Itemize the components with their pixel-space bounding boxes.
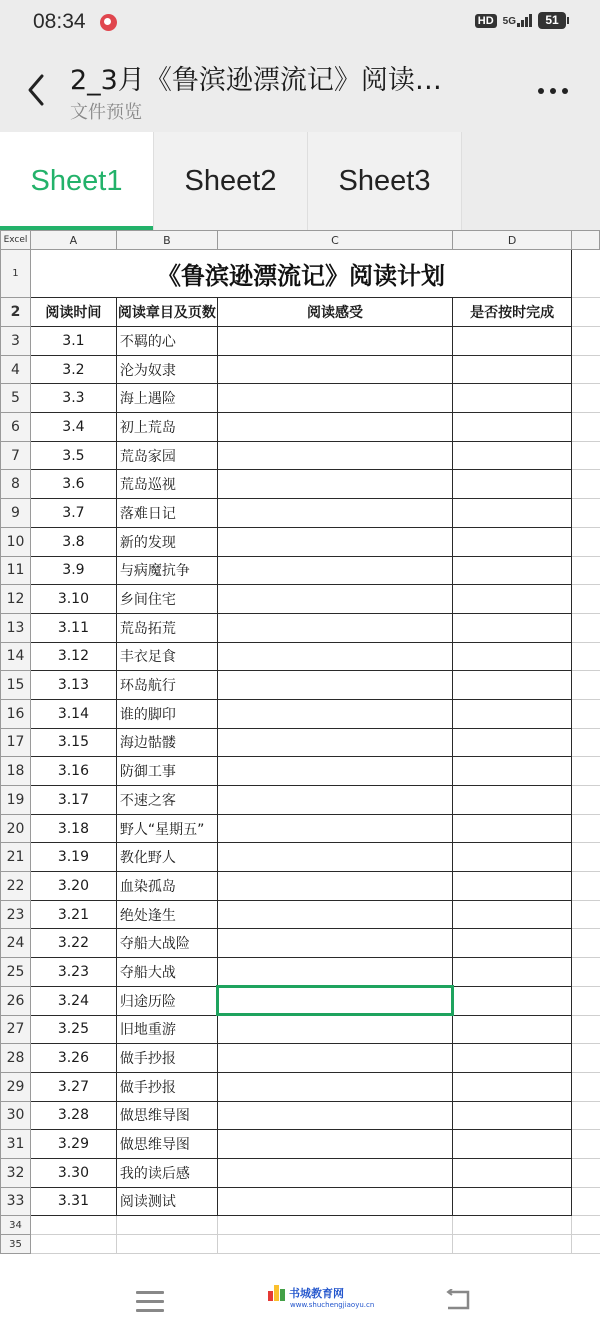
cell-date[interactable]: 3.27 (30, 1072, 116, 1101)
cell-e[interactable] (572, 929, 600, 958)
cell-chapter[interactable]: 做手抄报 (116, 1044, 217, 1073)
cell-date[interactable]: 3.31 (30, 1187, 116, 1216)
cell-completed[interactable] (453, 986, 572, 1015)
table-row (1, 441, 600, 470)
row-header[interactable]: 27 (1, 1015, 31, 1044)
column-header-d[interactable]: D (453, 231, 572, 250)
row-header[interactable]: 1 (1, 250, 31, 298)
cell-date[interactable]: 3.28 (30, 1101, 116, 1130)
cell-chapter[interactable]: 初上荒岛 (116, 413, 217, 442)
header-cell-completed[interactable]: 是否按时完成 (453, 298, 572, 327)
cell-chapter[interactable]: 做思维导图 (116, 1101, 217, 1130)
cell-completed[interactable] (453, 900, 572, 929)
row-header[interactable]: 23 (1, 900, 31, 929)
cell-date[interactable]: 3.8 (30, 527, 116, 556)
cell-e[interactable] (572, 786, 600, 815)
header-cell-feeling[interactable]: 阅读感受 (217, 298, 452, 327)
cell-feeling[interactable] (217, 699, 452, 728)
cell-chapter[interactable]: 血染孤岛 (116, 872, 217, 901)
table-row (1, 1187, 600, 1216)
table-row (1, 900, 600, 929)
status-time: 08:34 (33, 10, 86, 33)
hd-icon: HD (475, 14, 497, 28)
cell-e[interactable] (572, 1187, 600, 1216)
cell-date[interactable]: 3.5 (30, 441, 116, 470)
row-header[interactable]: 29 (1, 1072, 31, 1101)
cell-e[interactable] (572, 1158, 600, 1187)
cell-chapter[interactable]: 荒岛家园 (116, 441, 217, 470)
column-header-row (1, 231, 600, 250)
cell-feeling[interactable] (217, 843, 452, 872)
cell-chapter[interactable]: 沦为奴隶 (116, 355, 217, 384)
cell-e[interactable] (572, 843, 600, 872)
cell-chapter[interactable]: 做思维导图 (116, 1130, 217, 1159)
menu-icon[interactable] (136, 1291, 164, 1318)
empty-cell[interactable] (453, 1216, 572, 1235)
header-row (1, 298, 600, 327)
cell-completed[interactable] (453, 499, 572, 528)
cell-completed[interactable] (453, 728, 572, 757)
cell-feeling[interactable] (217, 413, 452, 442)
row-header[interactable]: 9 (1, 499, 31, 528)
document-subtitle: 文件预览 (70, 102, 142, 123)
cell-e[interactable] (572, 327, 600, 356)
cell-completed[interactable] (453, 355, 572, 384)
cell-completed[interactable] (453, 929, 572, 958)
document-title: 2_3月《鲁滨逊漂流记》阅读… (70, 65, 442, 96)
cell-completed[interactable] (453, 585, 572, 614)
table-row (1, 786, 600, 815)
signal-icon (503, 14, 532, 27)
cell-feeling[interactable] (217, 642, 452, 671)
cell-chapter[interactable]: 教化野人 (116, 843, 217, 872)
cell-date[interactable]: 3.21 (30, 900, 116, 929)
cell-e[interactable] (572, 384, 600, 413)
more-options-icon[interactable] (538, 88, 568, 94)
cell-date[interactable]: 3.13 (30, 671, 116, 700)
cell-chapter[interactable]: 荒岛巡视 (116, 470, 217, 499)
row-header[interactable]: 13 (1, 613, 31, 642)
row-header[interactable]: 26 (1, 986, 31, 1015)
table-row (1, 613, 600, 642)
row-header[interactable]: 4 (1, 355, 31, 384)
cell-completed[interactable] (453, 527, 572, 556)
table-row (1, 843, 600, 872)
cell-completed[interactable] (453, 699, 572, 728)
cell-chapter[interactable]: 不速之客 (116, 786, 217, 815)
cell-feeling[interactable] (217, 355, 452, 384)
table-row (1, 1044, 600, 1073)
cell-date[interactable]: 3.1 (30, 327, 116, 356)
empty-cell[interactable] (217, 1235, 452, 1254)
cell-e[interactable] (572, 298, 600, 327)
cell-chapter[interactable]: 新的发现 (116, 527, 217, 556)
cell-completed[interactable] (453, 613, 572, 642)
cell-chapter[interactable]: 荒岛拓荒 (116, 613, 217, 642)
cell-completed[interactable] (453, 441, 572, 470)
cell-date[interactable]: 3.9 (30, 556, 116, 585)
table-row (1, 671, 600, 700)
cell-feeling[interactable] (217, 384, 452, 413)
cell-e[interactable] (572, 1101, 600, 1130)
cell-date[interactable]: 3.15 (30, 728, 116, 757)
cell-completed[interactable] (453, 814, 572, 843)
cell-chapter[interactable]: 不羁的心 (116, 327, 217, 356)
network-label: 5G (502, 16, 516, 27)
cell-feeling[interactable] (217, 872, 452, 901)
cell-completed[interactable] (453, 1072, 572, 1101)
cell-feeling[interactable] (217, 1187, 452, 1216)
row-header[interactable]: 25 (1, 958, 31, 987)
table-row (1, 642, 600, 671)
column-header-b[interactable]: B (116, 231, 217, 250)
table-row (1, 1015, 600, 1044)
cell-chapter[interactable]: 丰衣足食 (116, 642, 217, 671)
cell-chapter[interactable]: 阅读测试 (116, 1187, 217, 1216)
cell-e[interactable] (572, 250, 600, 298)
tab-sheet2[interactable]: Sheet2 (154, 132, 308, 230)
cell-e[interactable] (572, 470, 600, 499)
cell-e[interactable] (572, 355, 600, 384)
cell-feeling[interactable] (217, 470, 452, 499)
cell-completed[interactable] (453, 327, 572, 356)
corner-cell[interactable]: Excel (1, 231, 31, 250)
column-header-c[interactable]: C (217, 231, 452, 250)
cell-feeling[interactable] (217, 1015, 452, 1044)
cell-completed[interactable] (453, 1158, 572, 1187)
cell-e[interactable] (572, 441, 600, 470)
notification-icon (100, 14, 117, 31)
row-header[interactable]: 14 (1, 642, 31, 671)
table-row (1, 355, 600, 384)
row-header[interactable]: 15 (1, 671, 31, 700)
table-row (1, 929, 600, 958)
cell-e[interactable] (572, 986, 600, 1015)
empty-cell[interactable] (217, 1216, 452, 1235)
cell-date[interactable]: 3.24 (30, 986, 116, 1015)
app-header (0, 46, 600, 132)
row-header[interactable]: 20 (1, 814, 31, 843)
cell-feeling[interactable] (217, 986, 452, 1015)
row-header[interactable]: 17 (1, 728, 31, 757)
cell-date[interactable]: 3.7 (30, 499, 116, 528)
title-row (1, 250, 600, 298)
cell-e[interactable] (572, 872, 600, 901)
cell-chapter[interactable]: 夺船大战险 (116, 929, 217, 958)
cell-chapter[interactable]: 归途历险 (116, 986, 217, 1015)
row-header[interactable]: 2 (1, 298, 31, 327)
table-row (1, 556, 600, 585)
row-header[interactable]: 28 (1, 1044, 31, 1073)
cell-feeling[interactable] (217, 814, 452, 843)
table-row (1, 413, 600, 442)
cell-e[interactable] (572, 556, 600, 585)
cell-chapter[interactable]: 防御工事 (116, 757, 217, 786)
cell-feeling[interactable] (217, 1130, 452, 1159)
cell-date[interactable]: 3.19 (30, 843, 116, 872)
cell-date[interactable]: 3.2 (30, 355, 116, 384)
cell-completed[interactable] (453, 1015, 572, 1044)
cell-feeling[interactable] (217, 900, 452, 929)
header-cell-date[interactable]: 阅读时间 (30, 298, 116, 327)
cell-completed[interactable] (453, 1187, 572, 1216)
cell-chapter[interactable]: 海边骷髅 (116, 728, 217, 757)
cell-date[interactable]: 3.4 (30, 413, 116, 442)
cell-e[interactable] (572, 413, 600, 442)
cell-completed[interactable] (453, 786, 572, 815)
system-icons (475, 12, 566, 29)
cell-date[interactable]: 3.20 (30, 872, 116, 901)
row-header[interactable]: 11 (1, 556, 31, 585)
back-nav-icon[interactable] (444, 1289, 472, 1311)
cell-e[interactable] (572, 728, 600, 757)
row-header[interactable]: 34 (1, 1216, 31, 1235)
row-header[interactable]: 33 (1, 1187, 31, 1216)
row-header[interactable]: 35 (1, 1235, 31, 1254)
cell-chapter[interactable]: 我的读后感 (116, 1158, 217, 1187)
spreadsheet (0, 230, 600, 1254)
table-row (1, 527, 600, 556)
empty-cell[interactable] (30, 1216, 116, 1235)
cell-completed[interactable] (453, 958, 572, 987)
header-cell-chapter[interactable]: 阅读章目及页数 (116, 298, 217, 327)
cell-completed[interactable] (453, 1044, 572, 1073)
status-bar (0, 0, 600, 46)
cell-e[interactable] (572, 1044, 600, 1073)
table-row (1, 384, 600, 413)
row-header[interactable]: 16 (1, 699, 31, 728)
empty-cell[interactable] (116, 1216, 217, 1235)
row-header[interactable]: 12 (1, 585, 31, 614)
row-header[interactable]: 21 (1, 843, 31, 872)
cell-feeling[interactable] (217, 585, 452, 614)
cell-feeling[interactable] (217, 499, 452, 528)
cell-e[interactable] (572, 613, 600, 642)
row-header[interactable]: 24 (1, 929, 31, 958)
cell-date[interactable]: 3.18 (30, 814, 116, 843)
cell-feeling[interactable] (217, 728, 452, 757)
cell-chapter[interactable]: 环岛航行 (116, 671, 217, 700)
battery-icon: 51 (538, 12, 566, 29)
cell-e[interactable] (572, 642, 600, 671)
table-row (1, 1072, 600, 1101)
table-row (1, 814, 600, 843)
row-header[interactable]: 5 (1, 384, 31, 413)
cell-chapter[interactable]: 与病魔抗争 (116, 556, 217, 585)
cell-date[interactable]: 3.26 (30, 1044, 116, 1073)
cell-completed[interactable] (453, 384, 572, 413)
cell-feeling[interactable] (217, 613, 452, 642)
tabs-filler (462, 132, 600, 230)
sheet-title-cell[interactable]: 《鲁滨逊漂流记》阅读计划 (30, 250, 571, 298)
logo-text: 书城教育网 (289, 1287, 344, 1300)
cell-date[interactable]: 3.12 (30, 642, 116, 671)
cell-e[interactable] (572, 757, 600, 786)
cell-date[interactable]: 3.16 (30, 757, 116, 786)
cell-e[interactable] (572, 671, 600, 700)
row-header[interactable]: 3 (1, 327, 31, 356)
table-row (1, 327, 600, 356)
table-row (1, 499, 600, 528)
cell-completed[interactable] (453, 757, 572, 786)
cell-feeling[interactable] (217, 958, 452, 987)
cell-e[interactable] (572, 1130, 600, 1159)
cell-feeling[interactable] (217, 929, 452, 958)
cell-date[interactable]: 3.30 (30, 1158, 116, 1187)
cell-feeling[interactable] (217, 786, 452, 815)
row-header[interactable]: 32 (1, 1158, 31, 1187)
cell-feeling[interactable] (217, 441, 452, 470)
table-row (1, 958, 600, 987)
table-row (1, 1101, 600, 1130)
row-header[interactable]: 10 (1, 527, 31, 556)
cell-completed[interactable] (453, 1101, 572, 1130)
table-row (1, 757, 600, 786)
sheet-tabs (0, 132, 600, 230)
cell-completed[interactable] (453, 413, 572, 442)
cell-chapter[interactable]: 旧地重游 (116, 1015, 217, 1044)
logo-book-icon (268, 1285, 286, 1301)
cell-completed[interactable] (453, 642, 572, 671)
tab-sheet1[interactable]: Sheet1 (0, 132, 154, 230)
table-row (1, 872, 600, 901)
cell-date[interactable]: 3.3 (30, 384, 116, 413)
cell-chapter[interactable]: 绝处逢生 (116, 900, 217, 929)
cell-feeling[interactable] (217, 327, 452, 356)
table-row (1, 986, 600, 1015)
site-logo (268, 1285, 344, 1301)
row-header[interactable]: 8 (1, 470, 31, 499)
cell-feeling[interactable] (217, 556, 452, 585)
empty-cell[interactable] (572, 1235, 600, 1254)
cell-e[interactable] (572, 699, 600, 728)
cell-chapter[interactable]: 做手抄报 (116, 1072, 217, 1101)
cell-e[interactable] (572, 900, 600, 929)
row-header[interactable]: 7 (1, 441, 31, 470)
row-header[interactable]: 31 (1, 1130, 31, 1159)
cell-completed[interactable] (453, 1130, 572, 1159)
cell-date[interactable]: 3.25 (30, 1015, 116, 1044)
row-header[interactable]: 22 (1, 872, 31, 901)
cell-feeling[interactable] (217, 757, 452, 786)
cell-date[interactable]: 3.29 (30, 1130, 116, 1159)
column-header-a[interactable]: A (30, 231, 116, 250)
cell-chapter[interactable]: 落难日记 (116, 499, 217, 528)
system-nav-bar (0, 1265, 600, 1337)
row-header[interactable]: 18 (1, 757, 31, 786)
cell-completed[interactable] (453, 872, 572, 901)
tab-sheet3[interactable]: Sheet3 (308, 132, 462, 230)
empty-cell[interactable] (453, 1235, 572, 1254)
table-row (1, 1130, 600, 1159)
cell-date[interactable]: 3.17 (30, 786, 116, 815)
cell-date[interactable]: 3.14 (30, 699, 116, 728)
cell-e[interactable] (572, 1072, 600, 1101)
empty-row (1, 1235, 600, 1254)
cell-date[interactable]: 3.10 (30, 585, 116, 614)
logo-url: www.shuchengjiaoyu.cn (290, 1301, 375, 1309)
cell-e[interactable] (572, 585, 600, 614)
back-arrow-icon[interactable] (22, 70, 52, 110)
cell-date[interactable]: 3.23 (30, 958, 116, 987)
column-header-e[interactable] (572, 231, 600, 250)
cell-chapter[interactable]: 乡间住宅 (116, 585, 217, 614)
spreadsheet-grid (0, 230, 600, 1254)
cell-feeling[interactable] (217, 1101, 452, 1130)
cell-feeling[interactable] (217, 1072, 452, 1101)
table-row (1, 699, 600, 728)
table-row (1, 585, 600, 614)
empty-cell[interactable] (116, 1235, 217, 1254)
empty-cell[interactable] (30, 1235, 116, 1254)
cell-completed[interactable] (453, 843, 572, 872)
cell-date[interactable]: 3.11 (30, 613, 116, 642)
cell-e[interactable] (572, 499, 600, 528)
cell-e[interactable] (572, 958, 600, 987)
cell-completed[interactable] (453, 470, 572, 499)
empty-cell[interactable] (572, 1216, 600, 1235)
empty-row (1, 1216, 600, 1235)
table-row (1, 1158, 600, 1187)
cell-chapter[interactable]: 谁的脚印 (116, 699, 217, 728)
cell-e[interactable] (572, 527, 600, 556)
cell-chapter[interactable]: 夺船大战 (116, 958, 217, 987)
table-row (1, 470, 600, 499)
cell-e[interactable] (572, 814, 600, 843)
cell-feeling[interactable] (217, 671, 452, 700)
cell-feeling[interactable] (217, 1044, 452, 1073)
cell-e[interactable] (572, 1015, 600, 1044)
cell-chapter[interactable]: 海上遇险 (116, 384, 217, 413)
table-row (1, 728, 600, 757)
cell-completed[interactable] (453, 671, 572, 700)
cell-feeling[interactable] (217, 527, 452, 556)
cell-date[interactable]: 3.6 (30, 470, 116, 499)
cell-completed[interactable] (453, 556, 572, 585)
row-header[interactable]: 19 (1, 786, 31, 815)
row-header[interactable]: 6 (1, 413, 31, 442)
row-header[interactable]: 30 (1, 1101, 31, 1130)
cell-chapter[interactable]: 野人“星期五” (116, 814, 217, 843)
cell-feeling[interactable] (217, 1158, 452, 1187)
cell-date[interactable]: 3.22 (30, 929, 116, 958)
